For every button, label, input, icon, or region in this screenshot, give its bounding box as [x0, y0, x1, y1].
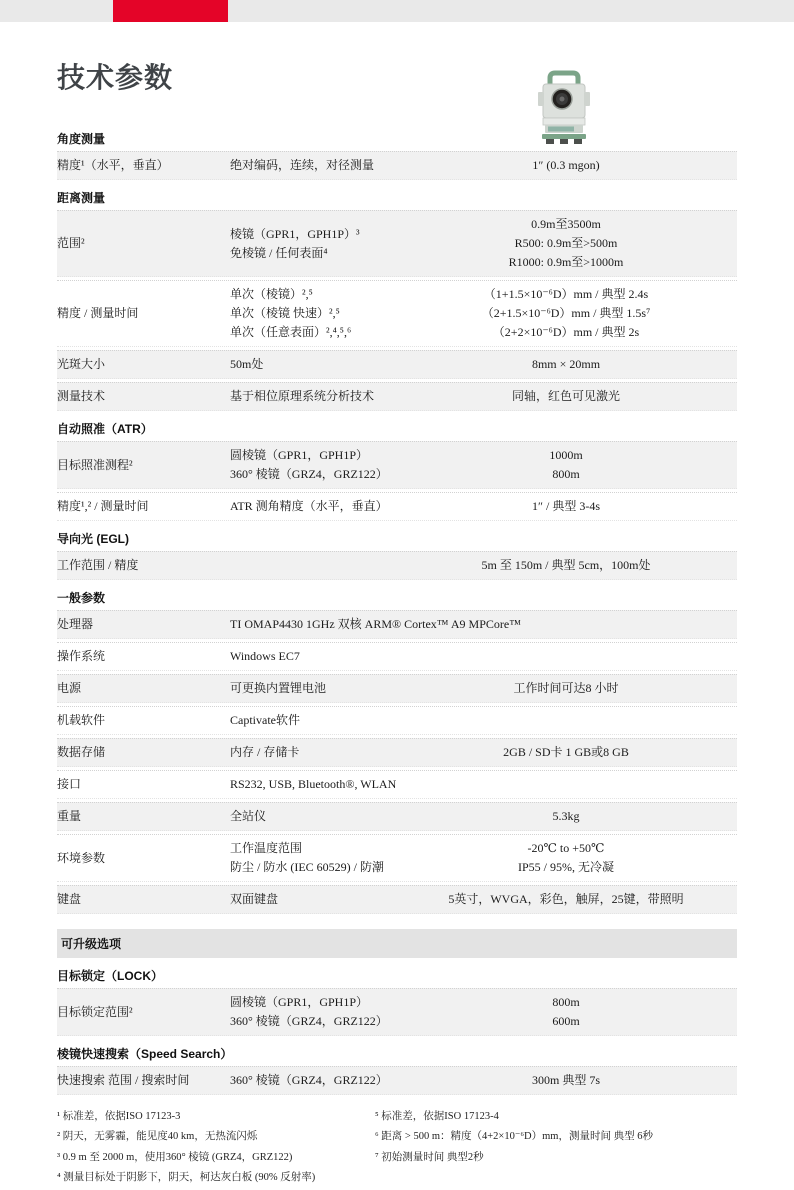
- row-value: [395, 807, 737, 826]
- table-row: [57, 210, 737, 277]
- table-row: [57, 770, 737, 799]
- section-header-speed-search: 棱镜快速搜索（Speed Search）: [57, 1047, 233, 1061]
- table-row: [57, 441, 737, 489]
- text-line: 50m处: [230, 357, 264, 371]
- text-line: 同轴，红色可见激光: [511, 389, 620, 403]
- row-detail: [230, 497, 395, 516]
- row-label: [57, 156, 230, 175]
- row-label: [57, 775, 230, 794]
- table-row: [57, 738, 737, 767]
- section-header-distance: 距离测量: [57, 191, 106, 205]
- text-line: 绝对编码，连续，对径测量: [230, 158, 375, 172]
- row-detail: [230, 215, 395, 272]
- footnotes-left-column: [57, 1109, 375, 1190]
- row-detail: [230, 387, 395, 406]
- row-value: [396, 775, 738, 794]
- text-line: Captivate软件: [230, 713, 300, 727]
- row-value: [395, 446, 737, 484]
- row-label: [57, 993, 230, 1031]
- row-label: [57, 615, 230, 634]
- text-line: 目标锁定范围²: [57, 1004, 133, 1019]
- text-line: 重量: [57, 809, 82, 823]
- top-strip: [0, 0, 794, 22]
- section-header-egl: 导向光 (EGL): [57, 532, 129, 546]
- text-line: 360° 棱镜（GRZ4，GRZ122）: [230, 1073, 388, 1087]
- text-line: Windows EC7: [230, 649, 300, 663]
- table-row: [57, 610, 737, 639]
- text-line: -20℃ to +50℃: [527, 841, 605, 855]
- row-label: [57, 446, 230, 484]
- text-line: R500: 0.9m至>500m: [514, 236, 618, 250]
- text-line: 单次（棱镜）²,⁵: [230, 287, 313, 301]
- section-header-general: 一般参数: [57, 591, 106, 605]
- text-line: 800m: [552, 995, 580, 1009]
- table-row: [57, 988, 737, 1036]
- text-line: 800m: [552, 467, 580, 481]
- row-detail: [230, 775, 396, 794]
- row-value: [395, 647, 737, 666]
- text-line: 免棱镜 / 任何表面⁴: [230, 245, 328, 260]
- row-value: [395, 1071, 737, 1090]
- text-line: 单次（棱镜 快速）²,⁵: [230, 306, 340, 320]
- text-line: 双面键盘: [230, 892, 279, 906]
- row-value: [395, 215, 737, 272]
- text-line: 1000m: [549, 448, 583, 462]
- upgrade-options-band: 可升级选项: [57, 929, 737, 958]
- row-label: [57, 839, 230, 877]
- row-detail: [230, 839, 395, 877]
- text-line: 5英寸，WVGA，彩色，触屏，25键，带照明: [448, 892, 684, 906]
- row-value: [395, 711, 737, 730]
- text-line: 5.3kg: [552, 809, 580, 823]
- text-line: RS232, USB, Bluetooth®, WLAN: [230, 777, 397, 791]
- footnote: ⁴ 测量目标处于阴影下，阴天，柯达灰白板 (90% 反射率): [57, 1171, 316, 1183]
- row-detail: [230, 615, 521, 634]
- footnote: ³ 0.9 m 至 2000 m，使用360° 棱镜 (GRZ4，GRZ122): [57, 1151, 293, 1163]
- footnote: ² 阴天，无雾霾，能见度40 km，无热流闪烁: [57, 1131, 258, 1143]
- row-label: [57, 890, 230, 909]
- text-line: IP55 / 95%, 无冷凝: [517, 860, 614, 874]
- text-line: 测量技术: [57, 389, 106, 403]
- text-line: 工作温度范围: [230, 841, 303, 855]
- text-line: 基于相位原理系统分析技术: [230, 389, 375, 403]
- text-line: 棱镜（GPR1，GPH1P）³: [230, 226, 360, 241]
- row-label: [57, 807, 230, 826]
- row-detail: [230, 993, 395, 1031]
- text-line: R1000: 0.9m至>1000m: [508, 255, 624, 269]
- text-line: 360° 棱镜（GRZ4，GRZ122）: [230, 467, 388, 481]
- text-line: 电源: [57, 681, 82, 695]
- row-detail: [230, 679, 395, 698]
- row-detail: [230, 156, 395, 175]
- text-line: 圆棱镜（GPR1，GPH1P）: [230, 995, 369, 1009]
- text-line: 操作系统: [57, 649, 106, 663]
- row-value: [395, 679, 737, 698]
- text-line: 可更换内置锂电池: [230, 681, 327, 695]
- table-row: [57, 280, 737, 347]
- text-line: 600m: [552, 1014, 580, 1028]
- text-line: 1″ / 典型 3-4s: [532, 499, 600, 513]
- row-value: [395, 156, 737, 175]
- row-detail: [230, 711, 395, 730]
- row-value: [395, 285, 737, 342]
- page-title: 技术参数: [57, 62, 174, 93]
- text-line: 1″ (0.3 mgon): [532, 158, 600, 172]
- row-detail: [230, 743, 395, 762]
- row-label: [57, 679, 230, 698]
- section-header-atr: 自动照准（ATR）: [57, 422, 153, 436]
- text-line: （1+1.5×10⁻⁶D）mm / 典型 2.4s: [483, 287, 649, 301]
- row-detail: [230, 446, 395, 484]
- table-row: [57, 802, 737, 831]
- footnote: ⁵ 标准差，依据ISO 17123-4: [375, 1111, 499, 1122]
- table-row: [57, 551, 737, 580]
- text-line: 数据存储: [57, 745, 106, 759]
- text-line: 8mm × 20mm: [531, 357, 601, 371]
- text-line: 2GB / SD卡 1 GB或8 GB: [503, 745, 629, 759]
- row-label: [57, 355, 230, 374]
- text-line: 0.9m至3500m: [531, 217, 601, 231]
- text-line: 精度¹（水平，垂直）: [57, 158, 169, 172]
- text-line: 键盘: [57, 892, 82, 906]
- row-value: [395, 556, 737, 575]
- row-value: [395, 387, 737, 406]
- text-line: （2+2×10⁻⁶D）mm / 典型 2s: [492, 325, 640, 339]
- text-line: 精度 / 测量时间: [57, 306, 139, 320]
- table-row: [57, 151, 737, 180]
- table-row: [57, 350, 737, 379]
- row-value: [395, 890, 737, 909]
- row-label: [57, 387, 230, 406]
- table-row: [57, 834, 737, 882]
- text-line: 光斑大小: [57, 357, 106, 371]
- text-line: 圆棱镜（GPR1，GPH1P）: [230, 448, 369, 462]
- table-row: [57, 492, 737, 521]
- text-line: 快速搜索 范围 / 搜索时间: [57, 1073, 190, 1087]
- spec-table: [57, 124, 737, 1190]
- footnotes-right-column: [375, 1109, 737, 1190]
- row-label: [57, 711, 230, 730]
- brand-red-block: [113, 0, 228, 22]
- text-line: 精度¹,² / 测量时间: [57, 499, 149, 513]
- row-label: [57, 285, 230, 342]
- table-row: [57, 706, 737, 735]
- row-detail: [230, 556, 395, 575]
- row-label: [57, 647, 230, 666]
- table-row: [57, 885, 737, 914]
- row-detail: [230, 807, 395, 826]
- row-detail: [230, 285, 395, 342]
- row-detail: [230, 355, 395, 374]
- row-value: [395, 497, 737, 516]
- text-line: 单次（任意表面）²,⁴,⁵,⁶: [230, 325, 352, 339]
- section-header-lock: 目标锁定（LOCK）: [57, 969, 163, 983]
- row-label: [57, 497, 230, 516]
- row-detail: [230, 890, 395, 909]
- text-line: 全站仪: [230, 809, 267, 823]
- footnote: ¹ 标准差，依据ISO 17123-3: [57, 1111, 181, 1122]
- table-row: [57, 674, 737, 703]
- row-label: [57, 1071, 230, 1090]
- row-label: [57, 743, 230, 762]
- footnote: ⁷ 初始测量时间 典型2秒: [375, 1151, 484, 1163]
- text-line: 处理器: [57, 617, 94, 631]
- table-row: [57, 382, 737, 411]
- text-line: 工作范围 / 精度: [57, 558, 139, 572]
- text-line: 环境参数: [57, 850, 106, 865]
- section-header-angle: 角度测量: [57, 132, 106, 146]
- text-line: 机载软件: [57, 713, 106, 727]
- text-line: 内存 / 存储卡: [230, 745, 300, 759]
- table-row: [57, 1066, 737, 1095]
- footnotes: [57, 1109, 737, 1190]
- row-value: [395, 355, 737, 374]
- row-detail: [230, 1071, 395, 1090]
- text-line: TI OMAP4430 1GHz 双核 ARM® Cortex™ A9 MPCore™: [230, 617, 521, 631]
- text-line: 300m 典型 7s: [531, 1073, 600, 1087]
- row-value: [395, 743, 737, 762]
- row-value: [521, 615, 794, 634]
- text-line: （2+1.5×10⁻⁶D）mm / 典型 1.5s⁷: [481, 306, 651, 320]
- row-label: [57, 215, 230, 272]
- text-line: 5m 至 150m / 典型 5cm，100m处: [481, 558, 651, 572]
- text-line: ATR 测角精度（水平，垂直）: [230, 499, 388, 513]
- text-line: 范围²: [57, 236, 85, 250]
- row-value: [395, 839, 737, 877]
- table-row: [57, 642, 737, 671]
- text-line: 360° 棱镜（GRZ4，GRZ122）: [230, 1014, 388, 1028]
- text-line: 工作时间可达8 小时: [513, 681, 619, 695]
- footnote: ⁶ 距离 > 500 m：精度（4+2×10⁻⁶D）mm，测量时间 典型 6秒: [375, 1131, 653, 1143]
- text-line: 接口: [57, 777, 82, 791]
- text-line: 目标照准测程²: [57, 457, 133, 472]
- row-label: [57, 556, 230, 575]
- row-detail: [230, 647, 395, 666]
- text-line: 防尘 / 防水 (IEC 60529) / 防潮: [230, 860, 384, 874]
- row-value: [395, 993, 737, 1031]
